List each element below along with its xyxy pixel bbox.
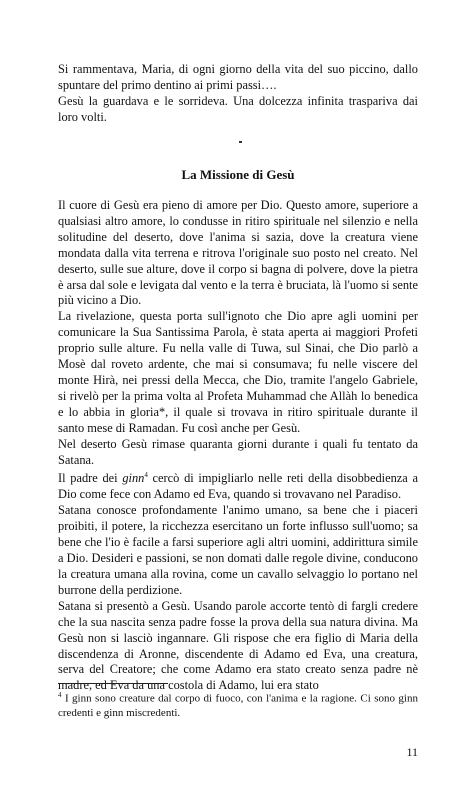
body-paragraph-3: Nel deserto Gesù rimase quaranta giorni durante i quali fu tentato da Satana. [58, 436, 418, 467]
footnote [58, 688, 418, 720]
body-paragraph-2: La rivelazione, questa porta sull'ignoto che Dio apre agli uomini per comunicare la Sua Santissima Parola, è stata aperta ai maggiori Profeti proprio sulle alture. Fu nella valle di Tuwa, sul Sinai, che Dio parlò a Mosè dal roveto ardente, che mai si consumava; fu nelle viscere del monte Hirà, nei pressi della Mecca, che Dio, tramite l'angelo Gabriele, si rivelò per la prima volta al Profeta Muhammad che Allàh lo benedica e lo abbia in gloria*, il quale si trovava in ritiro spirituale durante il santo mese di Ramadan. Fu così anche per Gesù. [58, 309, 418, 435]
footnote-reference: 4 [144, 471, 148, 480]
body-paragraph-6: Satana si presentò a Gesù. Usando parole accorte tentò di fargli credere che la sua nascita senza padre fosse la prova della sua natura divina. Ma Gesù non si lasciò ingannare. Gli rispose che era figlio di Maria della discendenza di Aronne, discendente di Adamo ed Eva, una creatura, serva del Creatore; che come Adamo era stato creato senza padre nè madre, ed Eva da una costola di Adamo, lui era stato [58, 598, 418, 693]
section-heading: La Missione di Gesù [181, 167, 295, 182]
body-paragraph-5: Satana conosce profondamente l'animo umano, sa bene che i piaceri proibiti, il potere, la ricchezza esercitano un forte influsso sull'uomo; sa bene che l'io è facile a farsi superiore agli altri uomini, addirittura simile a Dio. Desideri e passioni, se non domati dalle regole divine, conducono la creatura umana alla rovina, come un cavallo selvaggio lo portano nel burrone della perdizione. [58, 503, 418, 597]
page-number: 11 [406, 745, 418, 759]
body-paragraph-ginn [58, 468, 418, 503]
ginn-word: ginn [122, 471, 145, 486]
footnote-mark: 4 [58, 691, 62, 699]
body-paragraph-1: Il cuore di Gesù era pieno di amore per Dio. Questo amore, superiore a qualsiasi altro amore, lo condusse in ritiro spirituale nel silenzio e nella solitudine del deserto, dove l'anima si sazia, dove la creatura viene mondata dalla vita terrena e ritrova l'originale suo posto nel creato. Nel deserto, sulle sue alture, dove il corpo si bagna di polvere, dove la pietra è arsa dal sole e levigata dal vento e la terra è bruciata, là l'uomo si sente più vicino a Dio. [58, 198, 418, 308]
ginn-text-after: cercò di impigliarlo nelle reti della disobbedienza a Dio come fece con Adamo ed Eva, quando si trovavano nel Paradiso. [58, 471, 419, 502]
intro-paragraph-2: Gesù la guardava e le sorrideva. Una dolcezza infinita traspariva dai loro volti. [58, 93, 418, 124]
footnote-rule [58, 683, 168, 684]
ginn-text-before: Il padre dei [58, 471, 123, 486]
section-divider-mark [239, 141, 242, 143]
footnote-text: I ginn sono creature dal corpo di fuoco, con l'anima e la ragione. Ci sono ginn credenti e ginn miscredenti. [58, 692, 418, 719]
section-body [58, 198, 418, 694]
intro-text [58, 62, 418, 126]
intro-paragraph-1: Si rammentava, Maria, di ogni giorno della vita del suo piccino, dallo spuntare del primo dentino ai primi passi…. [58, 62, 418, 92]
